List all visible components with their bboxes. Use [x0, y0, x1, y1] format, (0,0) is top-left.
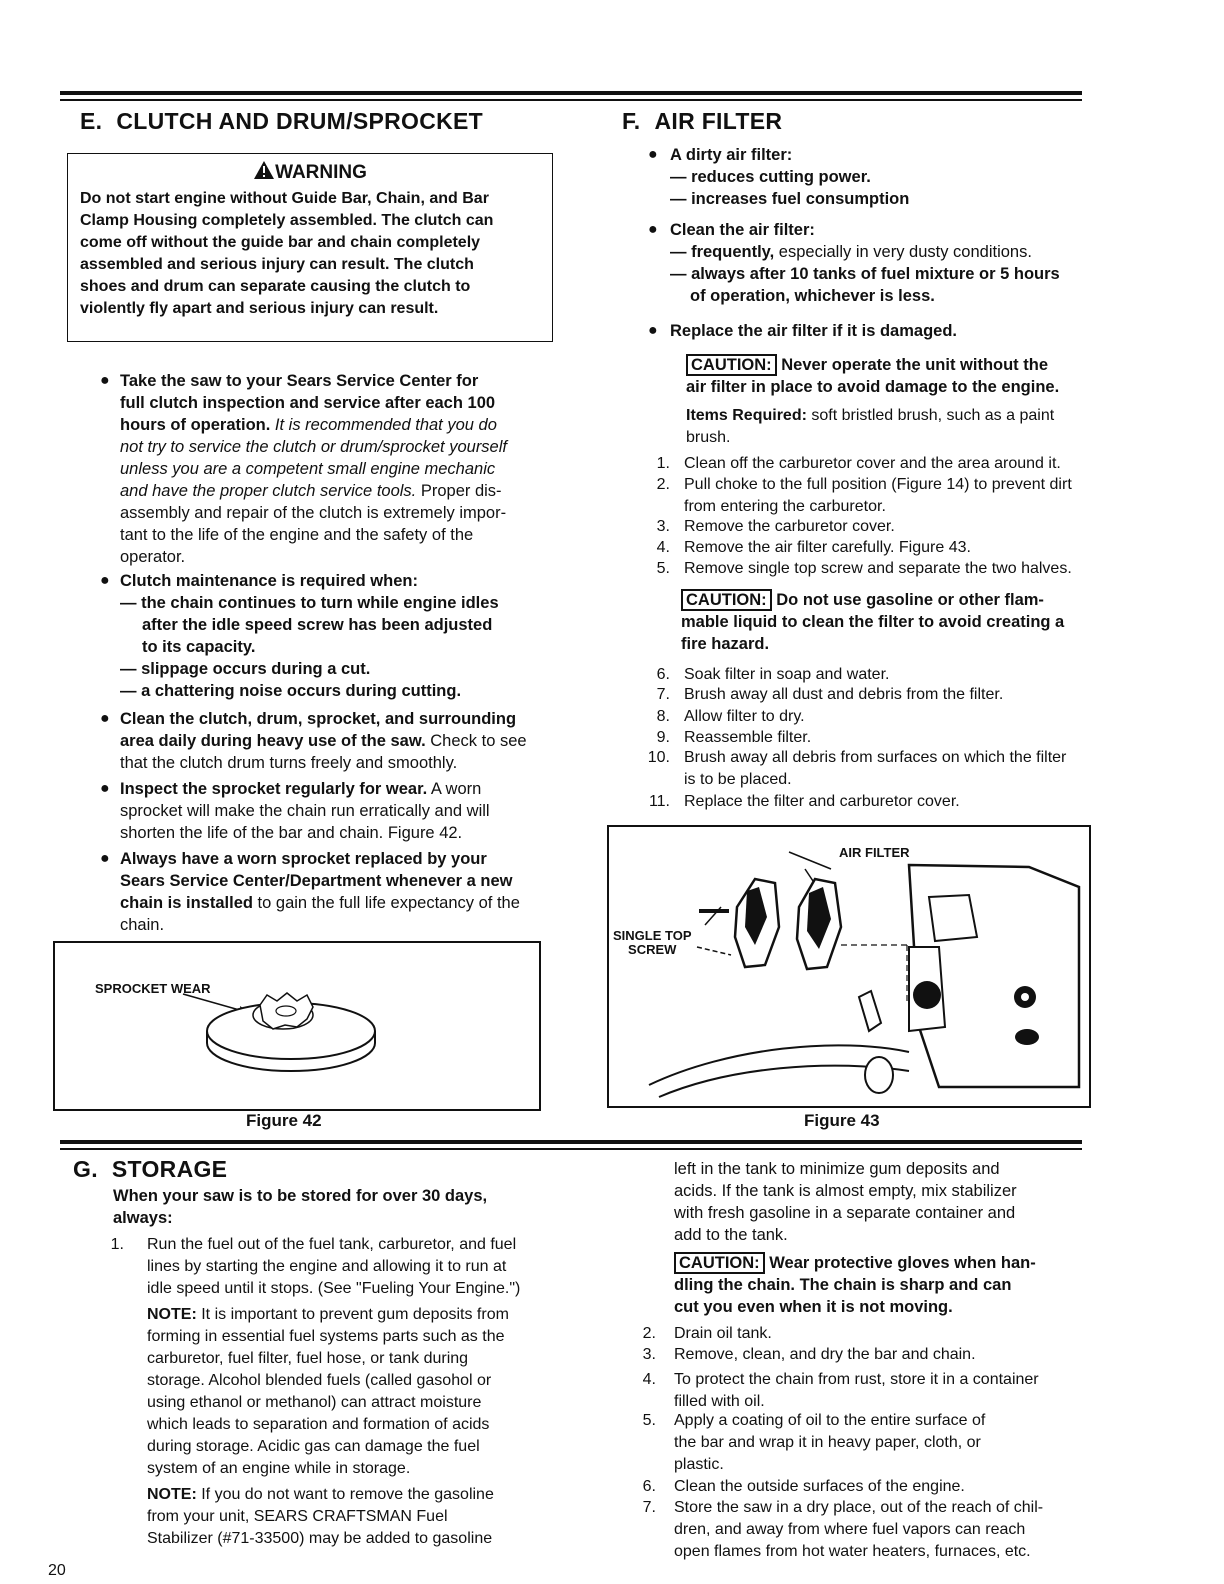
- storage-step-1: 1. Run the fuel out of the fuel tank, carburetor, and fuel lines by starting the engine and allowing it to run at idle speed until it stops. (See "Fueling Your Engine.") NOTE: It is important to prevent gum deposits from forming in essential fuel systems parts such as the carburetor, fuel filter, fuel hose, or tank during storage. Alcohol blended fuels (called gasohol or using ethanol or methanol) can attract moisture which leads to separation and formation of acids during storage. Acidic gas can damage the fuel system of an engine while in storage. NOTE: If you do not want to remove the gasoline from your unit, SEARS CRAFTSMAN Fuel Stabilizer (#71-33500) may be added to gasoline: [110, 1236, 521, 1547]
- warning-title: WARNING: [68, 160, 552, 184]
- warning-text: Do not start engine without Guide Bar, Chain, and Bar Clamp Housing completely assembled. The clutch can come off without the guide bar and chain completely assembled and serious injury can result. The clutch shoes and drum can separate causing the clutch to violently fly apart and serious injury can result.: [80, 190, 494, 317]
- filter-step-4: 4. Remove the air filter carefully. Figure 43.: [656, 539, 971, 556]
- filter-step-9: 9. Reassemble filter.: [656, 729, 812, 746]
- figure-43-caption: Figure 43: [804, 1111, 880, 1130]
- figure-43-box: [607, 825, 1091, 1108]
- storage-step-6: 6. Clean the outside surfaces of the engine.: [642, 1478, 965, 1495]
- single-top-screw-label: SINGLE TOP SCREW: [613, 928, 692, 957]
- bullet-replace-sprocket: ● Always have a worn sprocket replaced by your Sears Service Center/Department whenever a new chain is installed to gain the full life expectancy of the chain.: [100, 850, 520, 934]
- filter-step-6: 6. Soak filter in soap and water.: [656, 666, 890, 683]
- bullet-inspect-sprocket: ● Inspect the sprocket regularly for wear. A worn sprocket will make the chain run erratically and will shorten the life of the bar and chain. Figure 42.: [100, 780, 490, 842]
- warning-box: [67, 153, 553, 342]
- air-filter-label: AIR FILTER: [839, 845, 910, 860]
- bullet-replace-filter: ● Replace the air filter if it is damaged.: [648, 322, 958, 340]
- filter-step-11: 11. Replace the filter and carburetor cover.: [648, 793, 960, 810]
- storage-continued: left in the tank to minimize gum deposits and acids. If the tank is almost empty, mix stabilizer with fresh gasoline in a separate container and add to the tank.: [674, 1160, 1017, 1244]
- figure-42-caption: Figure 42: [246, 1111, 322, 1130]
- mid-rule-thin: [60, 1148, 1082, 1150]
- filter-step-10: 10. Brush away all debris from surfaces on which the filter is to be placed.: [647, 749, 1067, 788]
- storage-step-5: 5. Apply a coating of oil to the entire surface of the bar and wrap it in heavy paper, cloth, or plastic.: [642, 1412, 986, 1473]
- page-number: 20: [48, 1562, 66, 1579]
- top-rule-thin: [60, 99, 1082, 101]
- items-required: Items Required: soft bristled brush, such as a paint brush.: [686, 407, 1055, 446]
- filter-step-3: 3. Remove the carburetor cover.: [656, 518, 895, 535]
- sprocket-wear-label: SPROCKET WEAR: [95, 981, 211, 996]
- section-f-heading: F. AIR FILTER: [622, 108, 783, 134]
- bullet-dirty-filter: ● A dirty air filter: — reduces cutting power. — increases fuel consumption: [648, 146, 910, 208]
- caution-filter-in-place: CAUTION: Never operate the unit without the air filter in place to avoid damage to the engine.: [686, 356, 1060, 396]
- caution-gloves: CAUTION: Wear protective gloves when han- dling the chain. The chain is sharp and can cut you even when it is not moving.: [674, 1254, 1036, 1316]
- storage-step-2: 2. Drain oil tank.: [642, 1325, 772, 1342]
- storage-intro: When your saw is to be stored for over 30 days, always:: [113, 1187, 488, 1227]
- bullet-clean-clutch: ● Clean the clutch, drum, sprocket, and surrounding area daily during heavy use of the saw. Check to see that the clutch drum turns freely and smoothly.: [100, 710, 527, 772]
- filter-step-1: 1. Clean off the carburetor cover and the area around it.: [656, 455, 1061, 472]
- figure-42-box: [53, 941, 541, 1111]
- bullet-clean-filter: ● Clean the air filter: — frequently, especially in very dusty conditions. — always after 10 tanks of fuel mixture or 5 hours of operation, whichever is less.: [648, 221, 1060, 305]
- section-e-heading: E. CLUTCH AND DRUM/SPROCKET: [80, 108, 484, 134]
- storage-step-7: 7. Store the saw in a dry place, out of the reach of chil- dren, and away from where fuel vapors can reach open flames from hot water heaters, furnaces, etc.: [642, 1499, 1044, 1560]
- filter-step-5: 5. Remove single top screw and separate the two halves.: [656, 560, 1072, 577]
- storage-step-4: 4. To protect the chain from rust, store it in a container filled with oil.: [642, 1371, 1039, 1410]
- filter-step-2: 2. Pull choke to the full position (Figure 14) to prevent dirt from entering the carburetor.: [656, 476, 1072, 515]
- bullet-clutch-maintenance: ● Clutch maintenance is required when: — the chain continues to turn while engine idles after the idle speed screw has been adjusted to its capacity. — slippage occurs during a cut. — a chattering noise occurs during cutting.: [100, 572, 499, 700]
- caution-no-gasoline: CAUTION: Do not use gasoline or other flam- mable liquid to clean the filter to avoid creating a fire hazard.: [681, 591, 1065, 653]
- mid-rule-thick: [60, 1140, 1082, 1144]
- warning-triangle-icon: [253, 160, 275, 180]
- bullet-clutch-service: ● Take the saw to your Sears Service Center for full clutch inspection and service after each 100 hours of operation. It is recommended that you do not try to service the clutch or drum/sprocket yourself unless you are a competent small engine mechanic and have the proper clutch service tools. Proper dis- assembly and repair of the clutch is extremely impor- tant to the life of the engine and the safety of the operator.: [100, 372, 507, 566]
- sprocket-drawing: [55, 943, 539, 1109]
- top-rule-thick: [60, 91, 1082, 95]
- storage-step-3: 3. Remove, clean, and dry the bar and chain.: [642, 1346, 976, 1363]
- filter-step-7: 7. Brush away all dust and debris from the filter.: [656, 686, 1004, 703]
- section-g-heading: G. STORAGE: [73, 1156, 228, 1182]
- filter-step-8: 8. Allow filter to dry.: [656, 708, 805, 725]
- air-filter-drawing: [609, 827, 1089, 1106]
